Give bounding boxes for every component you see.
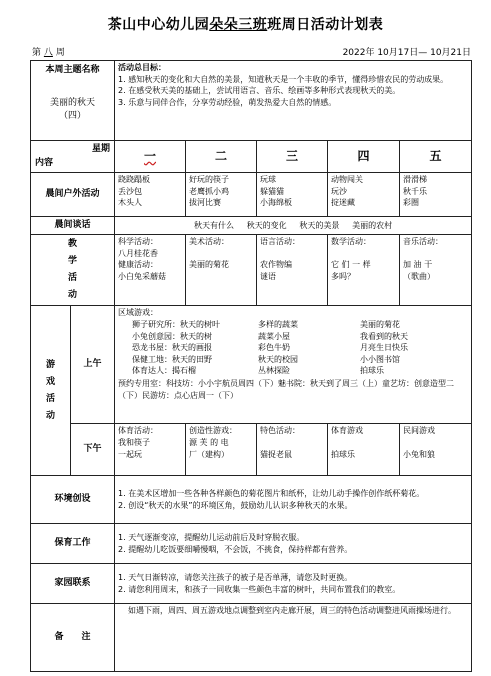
games-label-char-4: 动 bbox=[45, 410, 55, 421]
area-item: 保健工地：秋天的田野 bbox=[132, 354, 213, 364]
area-item: 我看到的秋天 bbox=[360, 331, 409, 341]
area-item: 拍球乐 bbox=[360, 366, 385, 376]
teaching-label-char-1: 教 bbox=[68, 239, 78, 249]
day-thursday: 四 bbox=[328, 141, 400, 173]
teaching-thu: 数学活动： 它 们 一 样 多吗？ bbox=[328, 235, 400, 306]
activity-plan-table bbox=[30, 60, 472, 672]
day-tuesday: 二 bbox=[186, 141, 257, 173]
theme-row bbox=[31, 61, 472, 141]
area-item: 狮子研究所：秋天的树叶 bbox=[132, 319, 221, 329]
talk-row bbox=[31, 217, 472, 235]
outdoor-thu: 动物闯关 玩沙 掟迷藏 bbox=[328, 173, 400, 217]
area-item: 蔬菜小屋 bbox=[258, 331, 291, 341]
area-item: 秋天的校园 bbox=[258, 354, 299, 364]
care-item-1: 1. 天气逐渐变凉，提醒幼儿运动前后及时穿脱衣服。 bbox=[118, 533, 305, 543]
environment-item-1: 1. 在美术区增加一些各种各样颜色的菊花图片和纸杯，让幼儿动手操作创作纸杯菊花。 bbox=[118, 489, 425, 499]
title-suffix: 班周日活动计划表 bbox=[267, 17, 384, 33]
area-games-title: 区域游戏： bbox=[118, 308, 159, 318]
games-label-char-2: 戏 bbox=[45, 376, 55, 387]
games-afternoon-row bbox=[31, 424, 472, 476]
notes-label: 备 注 bbox=[31, 604, 115, 672]
days-header-row bbox=[31, 141, 472, 173]
teaching-label-char-3: 活 bbox=[68, 273, 78, 284]
environment-label: 环境创设 bbox=[31, 476, 115, 524]
class-name: 朵朵三班 bbox=[209, 17, 268, 33]
goals-cell bbox=[115, 61, 472, 141]
outdoor-label: 晨间户外活动 bbox=[31, 173, 115, 217]
goals-label: 活动总目标： bbox=[118, 63, 167, 72]
area-row bbox=[132, 342, 468, 354]
teaching-label-char-4: 动 bbox=[68, 290, 78, 301]
games-morning-row bbox=[31, 306, 472, 424]
area-item: 小兔创意园：秋天的树 bbox=[132, 331, 213, 341]
games-label bbox=[31, 306, 71, 476]
page-title bbox=[0, 14, 491, 34]
goal-2: 2. 在感受秋天美的基础上，尝试用语言、音乐、绘画等多种形式表现秋天的美。 bbox=[118, 86, 401, 96]
theme-number: （四） bbox=[59, 111, 87, 122]
area-row bbox=[132, 365, 468, 377]
care-label: 保育工作 bbox=[31, 524, 115, 564]
theme-name: 美丽的秋天 bbox=[50, 98, 96, 109]
days-header-label bbox=[31, 141, 115, 173]
week-row bbox=[30, 45, 471, 59]
notes-content: 如遇下雨，周四、周五游戏地点调整到室内走廊开展，周三的特色活动调整进风雨操场进行。 bbox=[115, 604, 472, 672]
theme-cell bbox=[31, 61, 115, 141]
date-range: 2022年 10月17日— 10月21日 bbox=[342, 48, 471, 58]
content-label: 内容 bbox=[35, 157, 54, 168]
area-item: 彩色牛奶 bbox=[258, 343, 291, 353]
afternoon-fri: 民间游戏 小兔和狼 bbox=[400, 424, 472, 476]
week-label: 第 bbox=[32, 48, 42, 58]
environment-content bbox=[115, 476, 472, 524]
care-row bbox=[31, 524, 472, 564]
afternoon-wed: 特色活动： 猫捉老鼠 bbox=[257, 424, 328, 476]
goal-1: 1. 感知秋天的变化和大自然的美景，知道秋天是一个丰收的季节，懂得珍惜农民的劳动成果。 bbox=[118, 74, 449, 84]
goal-3: 3. 乐意与同伴合作，分享劳动经验，萌发热爱大自然的情感。 bbox=[118, 97, 337, 107]
area-row bbox=[132, 319, 468, 331]
family-content bbox=[115, 564, 472, 604]
teaching-row bbox=[31, 235, 472, 306]
environment-item-2: 2. 创设“秋天的水果”的环境区角，鼓励幼儿认识多种秋天的水果。 bbox=[118, 500, 353, 510]
area-item: 美丽的菊花 bbox=[360, 319, 401, 329]
week-indicator bbox=[32, 45, 65, 58]
kindergarten-name: 茶山中心幼儿园 bbox=[107, 17, 210, 33]
afternoon-thu: 体育游戏 拍球乐 bbox=[328, 424, 400, 476]
family-row bbox=[31, 564, 472, 604]
area-row bbox=[132, 331, 468, 343]
talk-label: 晨间谈话 bbox=[31, 217, 115, 235]
afternoon-label: 下午 bbox=[71, 424, 115, 476]
week-number: 八 bbox=[43, 48, 53, 58]
talk-topic-2: 秋天的变化 bbox=[246, 220, 287, 230]
day-monday bbox=[115, 141, 186, 173]
talk-topic-1: 秋天有什么 bbox=[193, 220, 234, 230]
day-monday-label: 一 bbox=[144, 148, 157, 163]
afternoon-mon: 体育活动： 我和筷子 一起玩 bbox=[115, 424, 186, 476]
star-label: 星期 bbox=[92, 144, 111, 155]
games-label-char-1: 游 bbox=[45, 359, 55, 370]
day-friday: 五 bbox=[400, 141, 472, 173]
outdoor-tue: 好玩的筷子 老鹰抓小鸡 拔河比赛 bbox=[186, 173, 257, 217]
care-content bbox=[115, 524, 472, 564]
outdoor-row bbox=[31, 173, 472, 217]
teaching-label-char-2: 学 bbox=[68, 256, 78, 267]
week-suffix: 周 bbox=[55, 48, 65, 58]
area-item: 恐龙书屋：秋天的画报 bbox=[132, 343, 213, 353]
teaching-mon: 科学活动： 八月桂花香 健康活动： 小白兔采蘑菇 bbox=[115, 235, 186, 306]
morning-area-games bbox=[115, 306, 472, 424]
area-item: 丛林探险 bbox=[258, 366, 291, 376]
area-item: 月亮生日快乐 bbox=[360, 343, 409, 353]
theme-label: 本周主题名称 bbox=[45, 65, 100, 75]
area-item: 小小图书馆 bbox=[360, 354, 401, 364]
talk-topic-4: 美丽的农村 bbox=[352, 220, 393, 230]
family-item-2: 2. 请您利用周末，和孩子一同收集一些颜色丰富的树叶，共同布置我们的教室。 bbox=[118, 584, 401, 594]
morning-label: 上午 bbox=[71, 306, 115, 424]
notes-row bbox=[31, 604, 472, 672]
outdoor-fri: 滑滑梯 秋千乐 彩圈 bbox=[400, 173, 472, 217]
area-item: 多样的蔬菜 bbox=[258, 319, 299, 329]
outdoor-mon: 跷跷蹋板 丢沙包 木头人 bbox=[115, 173, 186, 217]
day-wednesday: 三 bbox=[257, 141, 328, 173]
special-rooms: 预约专用室：科技坊：小小宇航员周四（下）魅书院：秋天到了周三（上）童艺坊：创意造型二（下）民游坊：点心店周一（下） bbox=[118, 378, 455, 400]
area-item: 体育达人：揭石榴 bbox=[132, 366, 197, 376]
afternoon-tue: 创造性游戏： 源 芙 的 电 厂（建构） bbox=[186, 424, 257, 476]
teaching-fri: 音乐活动： 加 油 干 （歌曲） bbox=[400, 235, 472, 306]
area-row bbox=[132, 354, 468, 366]
family-item-1: 1. 天气日渐转凉，请您关注孩子的被子是否单薄，请您及时更换。 bbox=[118, 573, 353, 583]
games-label-char-3: 活 bbox=[45, 393, 55, 404]
talk-topics bbox=[115, 217, 472, 235]
outdoor-wed: 玩球 躲猫猫 小海绵板 bbox=[257, 173, 328, 217]
teaching-tue: 美术活动： 美丽的菊花 bbox=[186, 235, 257, 306]
talk-topic-3: 秋天的美景 bbox=[299, 220, 340, 230]
family-label: 家园联系 bbox=[31, 564, 115, 604]
care-item-2: 2. 提醒幼儿吃饭要细嚼慢咽，不会饭，不挑食，保持样都有营养。 bbox=[118, 544, 353, 554]
teaching-wed: 语言活动： 农作物编 谜语 bbox=[257, 235, 328, 306]
environment-row bbox=[31, 476, 472, 524]
teaching-label bbox=[31, 235, 115, 306]
